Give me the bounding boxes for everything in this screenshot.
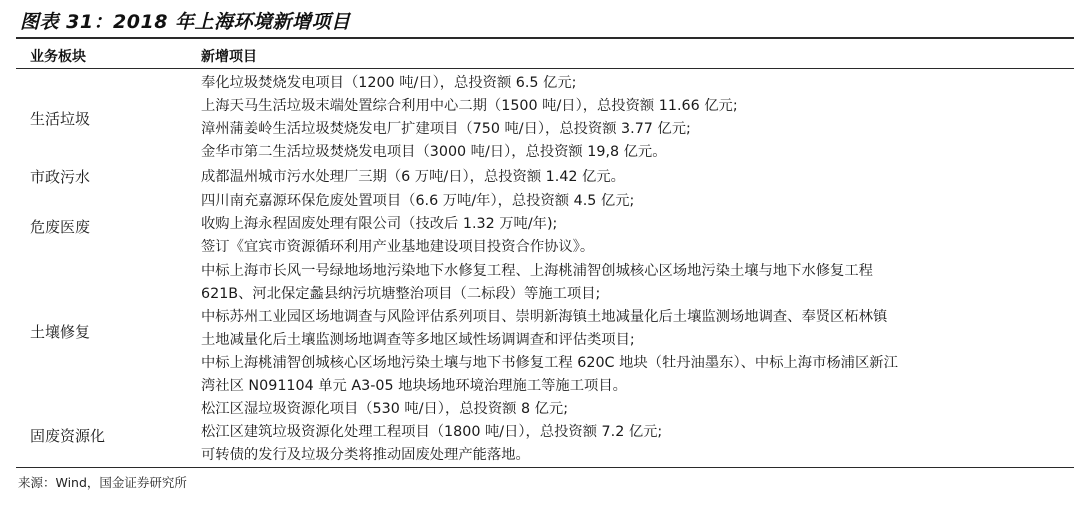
source-note: 来源：Wind，国金证券研究所 xyxy=(18,475,187,490)
project-line: 中标上海市长风一号绿地场地污染地下水修复工程、上海桃浦智创城核心区场地污染土壤与地下水修复工程 xyxy=(201,263,873,279)
project-line: 湾社区 N091104 单元 A3-05 地块场地环境治理施工等施工项目。 xyxy=(201,378,627,394)
header-business-segment: 业务板块 xyxy=(30,49,86,65)
project-line: 签订《宜宾市资源循环利用产业基地建设项目投资合作协议》。 xyxy=(201,239,595,255)
project-line: 松江区建筑垃圾资源化处理工程项目（1800 吨/日），总投资额 7.2 亿元; xyxy=(201,424,663,440)
category-municipal-sewage: 市政污水 xyxy=(30,168,91,186)
project-line: 金华市第二生活垃圾焚烧发电项目（3000 吨/日），总投资额 19,8 亿元。 xyxy=(201,144,667,160)
project-line: 中标苏州工业园区场地调查与风险评估系列项目、崇明新海镇土地减量化后土壤监测场地调查、奉贤区柘林镇 xyxy=(201,309,888,325)
header-rule xyxy=(16,68,1074,69)
category-hazardous-medical-waste: 危废医废 xyxy=(30,218,91,236)
project-line: 621B、河北保定蠡县纳污坑塘整治项目（二标段）等施工项目; xyxy=(201,286,601,302)
project-line: 漳州蒲姜岭生活垃圾焚烧发电厂扩建项目（750 吨/日），总投资额 3.77 亿元; xyxy=(201,121,691,137)
figure-title: 图表 31：2018 年上海环境新增项目 xyxy=(20,11,351,33)
header-new-projects: 新增项目 xyxy=(201,49,257,65)
project-line: 可转债的发行及垃圾分类将推动固废处理产能落地。 xyxy=(201,447,530,463)
project-line: 松江区湿垃圾资源化项目（530 吨/日），总投资额 8 亿元; xyxy=(201,401,569,417)
project-line: 奉化垃圾焚烧发电项目（1200 吨/日），总投资额 6.5 亿元; xyxy=(201,75,577,91)
project-line: 中标上海桃浦智创城核心区场地污染土壤与地下书修复工程 620C 地块（牡丹油墨东）、中标上海市杨浦区新江 xyxy=(201,355,898,371)
project-line: 成都温州城市污水处理厂三期（6 万吨/日），总投资额 1.42 亿元。 xyxy=(201,169,625,185)
bottom-rule xyxy=(16,467,1074,468)
project-line: 土地减量化后土壤监测场地调查等多地区域性场调调查和评估类项目; xyxy=(201,332,635,348)
category-soil-remediation: 土壤修复 xyxy=(30,323,91,341)
category-domestic-waste: 生活垃圾 xyxy=(30,110,91,128)
project-line: 四川南充嘉源环保危废处置项目（6.6 万吨/年），总投资额 4.5 亿元; xyxy=(201,193,635,209)
project-line: 收购上海永程固废处理有限公司（技改后 1.32 万吨/年); xyxy=(201,216,558,232)
top-rule xyxy=(16,37,1074,39)
category-solid-waste-recycling: 固废资源化 xyxy=(30,427,106,445)
project-line: 上海天马生活垃圾末端处置综合利用中心二期（1500 吨/日），总投资额 11.66 亿元; xyxy=(201,98,738,114)
